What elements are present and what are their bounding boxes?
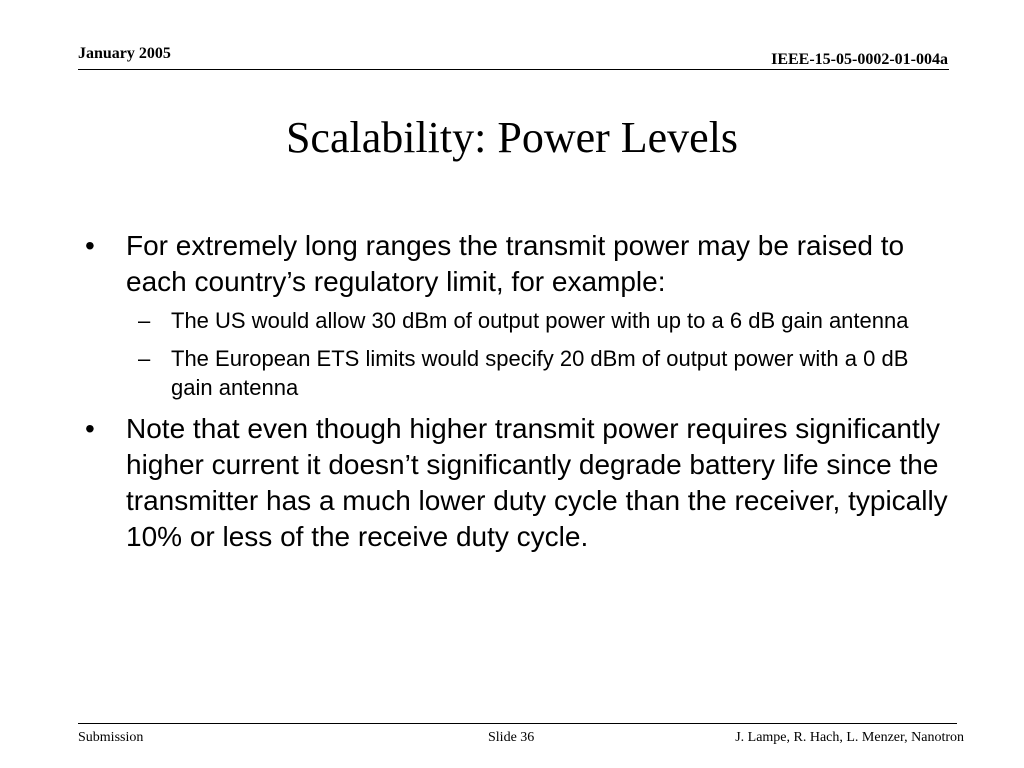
bullet-text: For extremely long ranges the transmit power may be raised to each country’s regulatory limit, for example: [126,230,905,297]
bullet-list [85,228,955,555]
dash-icon: – [138,308,151,333]
header-divider [78,69,949,70]
header-date: January 2005 [78,45,171,62]
slide-body [85,228,955,561]
slide-title: Scalability: Power Levels [285,113,739,162]
footer-authors: J. Lampe, R. Hach, L. Menzer, Nanotron [735,730,964,745]
footer-submission: Submission [78,730,144,745]
bullet-item [85,411,955,555]
sub-bullet-list [126,306,955,402]
sub-bullet-item [126,344,955,402]
sub-bullet-text: The European ETS limits would specify 20 dBm of output power with a 0 dB gain antenna [171,346,909,400]
footer-divider [78,723,957,724]
dash-icon: – [138,346,151,371]
sub-bullet-item [126,306,955,335]
bullet-item [85,228,955,402]
bullet-text: Note that even though higher transmit power requires significantly higher current it doesn’t significantly degrade battery life since the transmitter has a much lower duty cycle than the receiver, typically 10% or less of the receive duty cycle. [126,413,948,552]
bullet-icon: • [85,230,95,261]
sub-bullet-text: The US would allow 30 dBm of output power with up to a 6 dB gain antenna [171,308,909,333]
header-document-id: IEEE-15-05-0002-01-004a [771,51,948,68]
bullet-icon: • [85,413,95,444]
footer-slide-number: Slide 36 [488,730,535,745]
